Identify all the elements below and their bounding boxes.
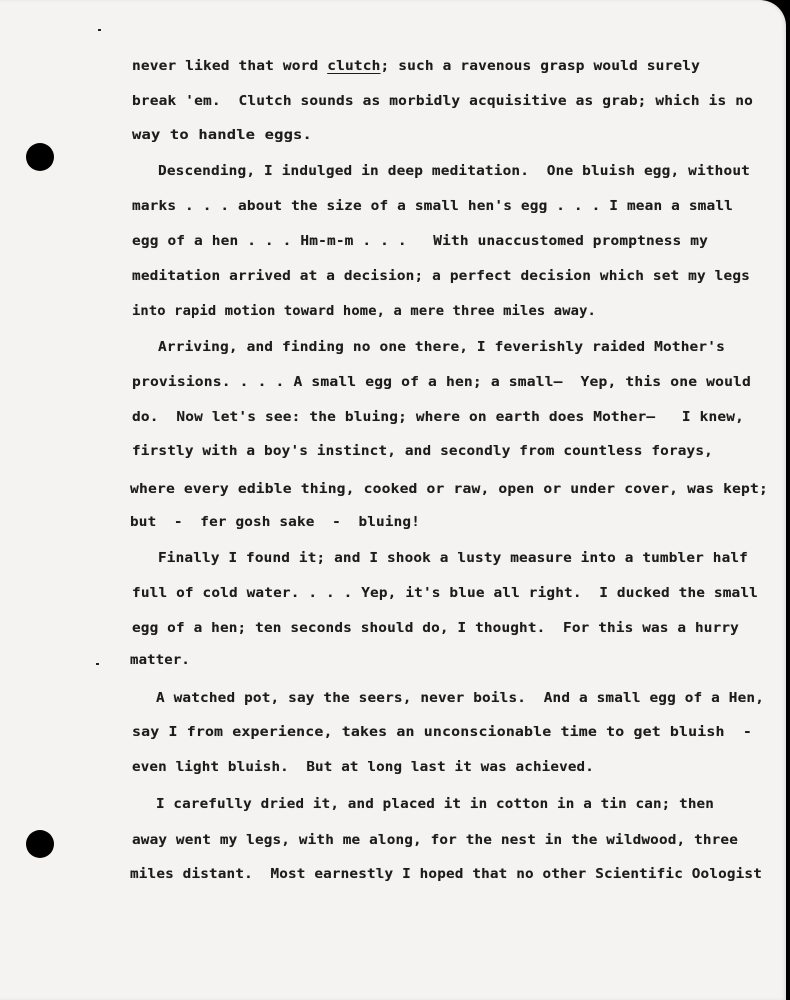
- text-segment: matter.: [130, 652, 191, 668]
- text-segment: say I from experience, takes an unconscionable time to get bluish -: [132, 724, 753, 740]
- underlined-word: clutch: [327, 58, 381, 74]
- text-line: [130, 481, 768, 497]
- text-segment: do. Now let's see: the bluing; where on earth does Mother— I knew,: [132, 409, 744, 425]
- text-line: [132, 303, 596, 319]
- text-segment: ; such a ravenous grasp would surely: [380, 58, 701, 74]
- text-line: [132, 443, 713, 459]
- text-segment: break 'em. Clutch sounds as morbidly acquisitive as grab; which is no: [132, 93, 754, 109]
- text-line: [158, 163, 750, 179]
- text-line: [130, 866, 762, 882]
- text-segment: marks . . . about the size of a small hen's egg . . . I mean a small: [132, 198, 734, 214]
- text-segment: but - fer gosh sake - bluing!: [130, 514, 420, 530]
- text-line: [158, 550, 748, 566]
- text-line: [132, 759, 594, 775]
- ink-speck: [98, 29, 101, 31]
- text-line: [132, 268, 750, 284]
- text-segment: full of cold water. . . . Yep, it's blue all right. I ducked the small: [132, 585, 758, 601]
- text-segment: firstly with a boy's instinct, and secondly from countless forays,: [132, 443, 713, 459]
- binder-hole-top: [26, 143, 54, 171]
- text-segment: miles distant. Most earnestly I hoped that no other Scientific Oologist: [130, 866, 762, 882]
- text-segment: even light bluish. But at long last it was achieved.: [132, 759, 594, 775]
- binder-hole-bottom: [26, 830, 54, 858]
- text-line: [132, 832, 738, 848]
- text-segment: A watched pot, say the seers, never boils. And a small egg of a Hen,: [156, 690, 765, 706]
- text-line: [130, 514, 420, 530]
- text-line: [132, 93, 753, 109]
- text-line: [156, 796, 714, 812]
- text-line: [132, 620, 739, 636]
- text-segment: into rapid motion toward home, a mere three miles away.: [132, 303, 596, 319]
- text-segment: Finally I found it; and I shook a lusty measure into a tumbler half: [158, 550, 748, 566]
- text-segment: egg of a hen . . . Hm-m-m . . . With unaccustomed promptness my: [132, 233, 709, 249]
- text-line: [158, 339, 725, 355]
- text-segment: way to handle eggs.: [132, 127, 313, 143]
- text-line: [156, 690, 764, 706]
- text-line: [130, 652, 190, 668]
- text-line: [132, 585, 758, 601]
- text-segment: never liked that word: [132, 58, 328, 74]
- text-segment: away went my legs, with me along, for the nest in the wildwood, three: [132, 832, 739, 848]
- text-segment: where every edible thing, cooked or raw, open or under cover, was kept;: [130, 481, 769, 497]
- ink-speck: [96, 663, 99, 665]
- text-line: [132, 233, 708, 249]
- text-line: [132, 58, 700, 74]
- text-segment: meditation arrived at a decision; a perfect decision which set my legs: [132, 268, 750, 284]
- text-segment: I carefully dried it, and placed it in cotton in a tin can; then: [156, 796, 714, 812]
- text-segment: provisions. . . . A small egg of a hen; a small— Yep, this one would: [132, 374, 751, 390]
- text-line: [132, 374, 751, 390]
- text-line: [132, 409, 744, 425]
- text-segment: egg of a hen; ten seconds should do, I thought. For this was a hurry: [132, 620, 739, 636]
- text-segment: Arriving, and finding no one there, I feverishly raided Mother's: [158, 339, 725, 355]
- text-line: [132, 198, 733, 214]
- text-segment: Descending, I indulged in deep meditation. One bluish egg, without: [158, 163, 751, 179]
- text-line: [132, 127, 312, 143]
- text-line: [132, 724, 752, 740]
